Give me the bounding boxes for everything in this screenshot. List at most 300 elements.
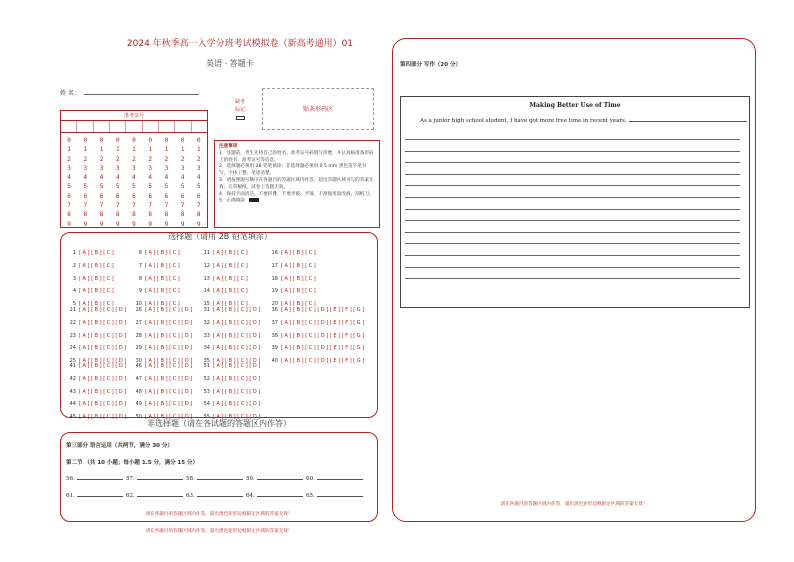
answer-options[interactable]: [ A ] [ B ] [ C ] xyxy=(79,288,114,295)
answer-options[interactable]: [ A ] [ B ] [ C ] xyxy=(79,262,114,269)
question-number: 32 xyxy=(203,319,210,326)
choice-question[interactable] xyxy=(132,307,192,313)
question-number: 46 xyxy=(135,363,142,369)
writing-line[interactable] xyxy=(405,220,740,221)
choice-question[interactable] xyxy=(66,363,126,369)
answer-options[interactable]: [ A ] [ B ] [ C ] xyxy=(281,288,316,295)
fill-blank[interactable] xyxy=(66,493,123,499)
answer-options[interactable]: [ A ] [ B ] [ C ] [ D ] xyxy=(213,345,261,352)
answer-options[interactable]: [ A ] [ B ] [ C ] xyxy=(145,250,180,256)
answer-options[interactable]: [ A ] [ B ] [ C ] xyxy=(213,250,248,256)
bottom-warning: 请在各题目的答题区域内作答，超出黑色矩形边框限定区域的答案无效！ xyxy=(145,529,293,534)
answer-options[interactable]: [ A ] [ B ] [ C ] [ D ] [ E ] [ F ] [ G ] xyxy=(281,307,365,313)
question-number: 48 xyxy=(135,388,142,395)
exam-id-bubble[interactable]: 3 xyxy=(197,164,201,172)
exam-id-bubble[interactable]: 5 xyxy=(180,183,185,191)
choice-question[interactable] xyxy=(66,345,126,351)
exam-id-bubble[interactable]: 5 xyxy=(99,183,104,191)
exam-id-bubble[interactable]: 4 xyxy=(67,174,71,182)
page-subtitle: 英语 · 答题卡 xyxy=(206,59,254,68)
writing-line[interactable] xyxy=(405,267,740,268)
choice-question[interactable] xyxy=(268,358,364,364)
exam-id-bubble[interactable]: 6 xyxy=(180,192,185,200)
right-area-warning: 请在各题目的答题区域内作答，超出黑色矩形边框限定区域的答案无效！ xyxy=(500,502,648,507)
question-number: 11 xyxy=(203,250,210,256)
question-number: 42 xyxy=(69,375,76,382)
exam-id-bubble[interactable]: 3 xyxy=(83,164,88,172)
exam-id-bubble[interactable]: 2 xyxy=(132,155,136,163)
answer-options[interactable]: [ A ] [ B ] [ C ] [ D ] xyxy=(145,332,193,339)
writing-line[interactable] xyxy=(405,162,740,163)
exam-id-bubble[interactable]: 9 xyxy=(99,220,104,228)
answer-options[interactable]: [ A ] [ B ] [ C ] xyxy=(281,250,316,256)
answer-options[interactable]: [ A ] [ B ] [ C ] [ D ] xyxy=(79,414,127,421)
exam-id-bubble[interactable]: 3 xyxy=(148,164,153,172)
answer-options[interactable]: [ A ] [ B ] [ C ] [ D ] xyxy=(79,401,127,408)
writing-box xyxy=(400,96,750,308)
question-number: 12 xyxy=(203,262,210,269)
question-number: 27 xyxy=(135,319,142,326)
exam-id-bubble[interactable]: 8 xyxy=(83,211,88,219)
exam-id-bubble[interactable]: 1 xyxy=(148,146,153,154)
choice-question[interactable] xyxy=(132,263,180,269)
answer-options[interactable]: [ A ] [ B ] [ C ] [ D ] xyxy=(145,401,193,408)
name-field-row xyxy=(60,88,199,97)
question-number: 35 xyxy=(203,358,210,365)
exam-id-bubble[interactable]: 1 xyxy=(164,146,169,154)
choice-question[interactable] xyxy=(200,376,260,382)
question-number: 29 xyxy=(135,345,142,352)
answer-options[interactable]: [ A ] [ B ] [ C ] xyxy=(281,275,316,282)
choice-question[interactable] xyxy=(132,345,192,351)
exam-id-bubble[interactable]: 4 xyxy=(132,174,136,182)
exam-id-bubble[interactable]: 4 xyxy=(164,174,169,182)
exam-id-bubble[interactable]: 7 xyxy=(197,202,201,210)
exam-id-bubble[interactable]: 4 xyxy=(83,174,88,182)
answer-options[interactable]: [ A ] [ B ] [ C ] xyxy=(213,301,248,308)
blank-number: 62. xyxy=(126,493,135,499)
answer-options[interactable]: [ A ] [ B ] [ C ] [ D ] [ E ] [ F ] [ G ] xyxy=(281,345,365,352)
exam-id-box xyxy=(60,110,208,228)
answer-options[interactable]: [ A ] [ B ] [ C ] [ D ] xyxy=(145,307,193,313)
answer-options[interactable]: [ A ] [ B ] [ C ] [ D ] xyxy=(145,388,193,395)
exam-id-column[interactable] xyxy=(142,136,158,229)
writing-line[interactable] xyxy=(405,232,740,233)
answer-options[interactable]: [ A ] [ B ] [ C ] [ D ] [ E ] [ F ] [ G ] xyxy=(281,332,365,339)
part3-heading: 第三部分 语言运用（共两节，满分 30 分） xyxy=(66,443,173,449)
answer-options[interactable]: [ A ] [ B ] [ C ] xyxy=(145,275,180,282)
question-number: 15 xyxy=(203,301,210,308)
writing-line[interactable] xyxy=(405,278,740,279)
exam-id-bubble[interactable]: 1 xyxy=(83,146,88,154)
answer-options[interactable]: [ A ] [ B ] [ C ] [ D ] xyxy=(79,358,127,365)
answer-options[interactable]: [ A ] [ B ] [ C ] [ D ] xyxy=(145,363,193,369)
answer-options[interactable]: [ A ] [ B ] [ C ] xyxy=(281,301,316,308)
fill-blank[interactable] xyxy=(246,493,303,499)
exam-id-bubble[interactable]: 7 xyxy=(132,202,136,210)
choice-question[interactable] xyxy=(200,263,248,269)
notes-heading: 注意事项 xyxy=(219,144,238,149)
choice-question[interactable] xyxy=(66,250,114,256)
exam-id-bubble[interactable]: 9 xyxy=(164,220,169,228)
answer-options[interactable]: [ A ] [ B ] [ C ] xyxy=(79,275,114,282)
exam-id-bubble[interactable]: 4 xyxy=(99,174,104,182)
answer-options[interactable]: [ A ] [ B ] [ C ] [ D ] xyxy=(213,414,261,421)
answer-options[interactable]: [ A ] [ B ] [ C ] [ D ] xyxy=(79,363,127,369)
choice-question[interactable] xyxy=(66,376,126,382)
blank-number: 63. xyxy=(186,493,195,499)
fill-blank[interactable] xyxy=(186,476,243,482)
answer-options[interactable]: [ A ] [ B ] [ C ] [ D ] xyxy=(213,401,261,408)
blank-line[interactable] xyxy=(257,479,303,480)
answer-options[interactable]: [ A ] [ B ] [ C ] [ D ] xyxy=(79,307,127,313)
answer-options[interactable]: [ A ] [ B ] [ C ] [ D ] xyxy=(213,358,261,365)
choice-question[interactable] xyxy=(132,250,180,256)
answer-options[interactable]: [ A ] [ B ] [ C ] [ D ] xyxy=(145,414,193,421)
exam-id-bubble[interactable]: 8 xyxy=(99,211,104,219)
fill-blank[interactable] xyxy=(306,476,363,482)
choice-question[interactable] xyxy=(200,320,260,326)
question-number: 23 xyxy=(69,332,76,339)
exam-id-bubble[interactable]: 7 xyxy=(180,202,185,210)
exam-id-column[interactable] xyxy=(158,136,174,229)
writing-line[interactable] xyxy=(405,209,740,210)
choice-question[interactable] xyxy=(132,376,192,382)
choice-question[interactable] xyxy=(132,389,192,395)
choice-question[interactable] xyxy=(132,333,192,339)
choice-question[interactable] xyxy=(66,288,114,294)
exam-id-bubble[interactable]: 0 xyxy=(180,137,185,144)
blank-line[interactable] xyxy=(197,496,243,497)
exam-id-bubble[interactable]: 9 xyxy=(148,220,153,228)
exam-id-bubble[interactable]: 2 xyxy=(115,155,120,163)
exam-id-bubble[interactable]: 8 xyxy=(180,211,185,219)
essay-start-line[interactable] xyxy=(629,121,747,122)
exam-id-bubble[interactable]: 4 xyxy=(148,174,153,182)
exam-id-bubble[interactable]: 6 xyxy=(148,192,153,200)
fill-blank[interactable] xyxy=(66,476,123,482)
exam-id-bubble[interactable]: 7 xyxy=(67,202,71,210)
answer-options[interactable]: [ A ] [ B ] [ C ] [ D ] xyxy=(213,332,261,339)
answer-options[interactable]: [ A ] [ B ] [ C ] [ D ] xyxy=(145,345,193,352)
exam-id-column[interactable] xyxy=(191,136,207,229)
name-input-line[interactable] xyxy=(84,94,199,95)
question-number: 31 xyxy=(203,307,210,313)
exam-id-bubble[interactable]: 3 xyxy=(67,164,71,172)
answer-options[interactable]: [ A ] [ B ] [ C ] xyxy=(145,301,180,308)
choice-question[interactable] xyxy=(66,263,114,269)
exam-id-bubble[interactable]: 9 xyxy=(197,220,201,228)
choice-question[interactable] xyxy=(200,288,248,294)
answer-options[interactable]: [ A ] [ B ] [ C ] [ D ] xyxy=(79,332,127,339)
blank-line[interactable] xyxy=(77,479,123,480)
exam-id-bubble[interactable]: 3 xyxy=(132,164,136,172)
exam-id-bubble[interactable]: 6 xyxy=(115,192,120,200)
answer-options[interactable]: [ A ] [ B ] [ C ] [ D ] xyxy=(145,358,193,365)
choice-question[interactable] xyxy=(268,345,364,351)
nonchoice-section-title: 非选择题（请在各试题的答题区内作答） xyxy=(147,419,291,428)
exam-id-bubble[interactable]: 0 xyxy=(67,137,71,144)
exam-id-column[interactable] xyxy=(126,136,142,229)
exam-id-bubble[interactable]: 9 xyxy=(83,220,88,228)
absent-mark[interactable] xyxy=(228,98,252,120)
question-number: 20 xyxy=(271,301,278,308)
answer-options[interactable]: [ A ] [ B ] [ C ] xyxy=(281,262,316,269)
answer-options[interactable]: [ A ] [ B ] [ C ] xyxy=(145,288,180,295)
question-number: 5 xyxy=(72,301,76,308)
answer-options[interactable]: [ A ] [ B ] [ C ] [ D ] [ E ] [ F ] [ G ] xyxy=(281,358,365,365)
writing-line[interactable] xyxy=(405,243,740,244)
choice-question[interactable] xyxy=(200,276,248,282)
question-number: 49 xyxy=(135,401,142,408)
choice-question[interactable] xyxy=(268,263,316,269)
exam-id-column[interactable] xyxy=(77,136,93,229)
answer-options[interactable]: [ A ] [ B ] [ C ] [ D ] xyxy=(79,388,127,395)
absent-checkbox[interactable] xyxy=(236,116,245,120)
choice-question[interactable] xyxy=(132,288,180,294)
blank-line[interactable] xyxy=(317,479,363,480)
choice-question[interactable] xyxy=(200,363,260,369)
left-area-warning: 请在各题目的答题区域内作答，超出黑色矩形边框限定区域的答案无效！ xyxy=(145,512,293,517)
choice-question[interactable] xyxy=(66,401,126,407)
answer-options[interactable]: [ A ] [ B ] [ C ] xyxy=(79,301,114,308)
choice-question[interactable] xyxy=(268,333,364,339)
choice-question[interactable] xyxy=(268,288,316,294)
exam-id-bubble[interactable]: 0 xyxy=(99,137,104,144)
exam-id-bubble[interactable]: 8 xyxy=(132,211,136,219)
exam-id-bubble[interactable]: 6 xyxy=(83,192,88,200)
exam-id-column[interactable] xyxy=(110,136,126,229)
exam-id-bubble[interactable]: 5 xyxy=(197,183,201,191)
answer-options[interactable]: [ A ] [ B ] [ C ] [ D ] xyxy=(213,363,261,369)
answer-options[interactable]: [ A ] [ B ] [ C ] [ D ] xyxy=(213,319,261,326)
exam-id-bubble[interactable]: 5 xyxy=(83,183,88,191)
answer-options[interactable]: [ A ] [ B ] [ C ] [ D ] xyxy=(213,307,261,313)
exam-id-bubble[interactable]: 1 xyxy=(115,146,120,154)
blank-line[interactable] xyxy=(317,496,363,497)
exam-id-bubble[interactable]: 0 xyxy=(148,137,153,144)
blank-line[interactable] xyxy=(137,479,183,480)
writing-line[interactable] xyxy=(405,151,740,152)
exam-id-bubble[interactable]: 7 xyxy=(115,202,120,210)
exam-id-bubble[interactable]: 2 xyxy=(197,155,201,163)
exam-id-bubble[interactable]: 2 xyxy=(148,155,153,163)
exam-id-column[interactable] xyxy=(61,136,77,229)
exam-id-bubble[interactable]: 6 xyxy=(164,192,169,200)
exam-id-bubble[interactable]: 9 xyxy=(180,220,185,228)
choice-question[interactable] xyxy=(268,307,364,313)
answer-options[interactable]: [ A ] [ B ] [ C ] [ D ] xyxy=(213,388,261,395)
exam-id-column[interactable] xyxy=(93,136,109,229)
blank-line[interactable] xyxy=(77,496,123,497)
exam-id-bubble[interactable]: 5 xyxy=(115,183,120,191)
exam-id-bubble[interactable]: 0 xyxy=(164,137,169,144)
exam-id-bubble[interactable]: 3 xyxy=(115,164,120,172)
exam-id-bubble[interactable]: 0 xyxy=(115,137,120,144)
answer-options[interactable]: [ A ] [ B ] [ C ] xyxy=(213,262,248,269)
exam-id-bubble[interactable]: 1 xyxy=(180,146,185,154)
exam-id-column[interactable] xyxy=(175,136,191,229)
blank-line[interactable] xyxy=(197,479,243,480)
answer-options[interactable]: [ A ] [ B ] [ C ] [ D ] xyxy=(145,375,193,382)
exam-id-bubble[interactable]: 0 xyxy=(83,137,88,144)
answer-options[interactable]: [ A ] [ B ] [ C ] [ D ] [ E ] [ F ] [ G ] xyxy=(281,319,365,326)
choice-question[interactable] xyxy=(66,333,126,339)
notes-item-4: 4．保持卡面清洁，不要折叠、不要弄破、弄皱，不准使用涂改液、刮纸刀。 xyxy=(219,191,374,197)
choice-question[interactable] xyxy=(200,333,260,339)
exam-id-bubble[interactable]: 8 xyxy=(67,211,71,219)
blank-line[interactable] xyxy=(257,496,303,497)
question-number: 25 xyxy=(69,358,76,365)
exam-id-bubble[interactable]: 4 xyxy=(180,174,185,182)
exam-id-bubble[interactable]: 1 xyxy=(99,146,104,154)
exam-id-bubble[interactable]: 5 xyxy=(132,183,136,191)
exam-id-bubble[interactable]: 6 xyxy=(197,192,201,200)
exam-id-bubble[interactable]: 8 xyxy=(164,211,169,219)
fill-blank[interactable] xyxy=(246,476,303,482)
blank-number: 65. xyxy=(306,493,315,499)
choice-question[interactable] xyxy=(66,307,126,313)
question-number: 38 xyxy=(271,332,278,339)
writing-line[interactable] xyxy=(405,174,740,175)
exam-id-bubble[interactable]: 8 xyxy=(148,211,153,219)
blank-number: 64. xyxy=(246,493,255,499)
answer-options[interactable]: [ A ] [ B ] [ C ] xyxy=(79,250,114,256)
exam-id-bubble[interactable]: 6 xyxy=(67,192,71,200)
exam-id-bubble[interactable]: 8 xyxy=(115,211,120,219)
exam-id-bubble[interactable]: 1 xyxy=(132,146,136,154)
exam-id-bubble[interactable]: 9 xyxy=(132,220,136,228)
answer-options[interactable]: [ A ] [ B ] [ C ] xyxy=(213,275,248,282)
notes-item-5-row xyxy=(219,198,375,205)
question-number: 51 xyxy=(203,363,210,369)
exam-id-bubble-grid[interactable] xyxy=(61,133,207,229)
blank-number: 57. xyxy=(126,476,135,482)
choice-question[interactable] xyxy=(132,363,192,369)
answer-options[interactable]: [ A ] [ B ] [ C ] xyxy=(145,262,180,269)
fill-blank[interactable] xyxy=(306,493,363,499)
question-number: 39 xyxy=(271,345,278,352)
question-number: 47 xyxy=(135,375,142,382)
writing-line[interactable] xyxy=(405,185,740,186)
exam-id-bubble[interactable]: 9 xyxy=(115,220,120,228)
question-number: 55 xyxy=(203,414,210,421)
choice-question[interactable] xyxy=(200,401,260,407)
choice-question[interactable] xyxy=(200,250,248,256)
exam-id-write-cells[interactable] xyxy=(61,121,207,133)
choice-question[interactable] xyxy=(268,276,316,282)
question-number: 50 xyxy=(135,414,142,421)
exam-id-bubble[interactable]: 7 xyxy=(83,202,88,210)
exam-id-bubble[interactable]: 6 xyxy=(132,192,136,200)
question-number: 18 xyxy=(271,275,278,282)
choice-question[interactable] xyxy=(66,320,126,326)
fill-blank[interactable] xyxy=(126,493,183,499)
blank-number: 59. xyxy=(246,476,255,482)
answer-options[interactable]: [ A ] [ B ] [ C ] [ D ] xyxy=(145,319,193,326)
choice-question[interactable] xyxy=(66,276,114,282)
section2-heading: 第二节 （共 10 小题；每小题 1.5 分，满分 15 分） xyxy=(66,460,198,466)
notes-box xyxy=(214,140,380,228)
filled-bubble-example-icon xyxy=(249,198,259,202)
fill-blank[interactable] xyxy=(186,493,243,499)
answer-options[interactable]: [ A ] [ B ] [ C ] xyxy=(213,288,248,295)
exam-id-bubble[interactable]: 3 xyxy=(164,164,169,172)
exam-id-bubble[interactable]: 2 xyxy=(67,155,71,163)
blank-number: 60. xyxy=(306,476,315,482)
question-number: 16 xyxy=(271,250,278,256)
choice-question[interactable] xyxy=(66,389,126,395)
name-label: 姓 名： xyxy=(60,90,80,97)
exam-id-bubble[interactable]: 9 xyxy=(67,220,71,228)
question-number: 3 xyxy=(72,275,76,282)
question-number: 19 xyxy=(271,288,278,295)
exam-id-bubble[interactable]: 1 xyxy=(67,146,71,154)
exam-id-bubble[interactable]: 5 xyxy=(164,183,169,191)
question-number: 45 xyxy=(69,414,76,421)
exam-id-bubble[interactable]: 6 xyxy=(99,192,104,200)
exam-id-bubble[interactable]: 2 xyxy=(180,155,185,163)
exam-id-bubble[interactable]: 2 xyxy=(83,155,88,163)
question-number: 14 xyxy=(203,288,210,295)
exam-id-bubble[interactable]: 3 xyxy=(180,164,185,172)
exam-id-bubble[interactable]: 2 xyxy=(164,155,169,163)
answer-options[interactable]: [ A ] [ B ] [ C ] [ D ] xyxy=(213,375,261,382)
question-number: 8 xyxy=(138,275,142,282)
exam-id-bubble[interactable]: 7 xyxy=(148,202,153,210)
question-number: 7 xyxy=(138,262,142,269)
question-number: 54 xyxy=(203,401,210,408)
exam-id-bubble[interactable]: 3 xyxy=(99,164,104,172)
question-number: 41 xyxy=(69,363,76,369)
notes-item-3: 3．请按照题号顺序在各题目的答题区域内作答，超出答题区域书写的答案无效；在草稿纸、试卷上答题无效。 xyxy=(219,177,374,190)
answer-options[interactable]: [ A ] [ B ] [ C ] [ D ] xyxy=(79,375,127,382)
blank-line[interactable] xyxy=(137,496,183,497)
choice-question[interactable] xyxy=(132,320,192,326)
choice-question[interactable] xyxy=(132,276,180,282)
choice-question[interactable] xyxy=(132,401,192,407)
choice-question[interactable] xyxy=(200,389,260,395)
exam-id-bubble[interactable]: 4 xyxy=(115,174,120,182)
exam-id-bubble[interactable]: 7 xyxy=(99,202,104,210)
choice-question[interactable] xyxy=(268,320,364,326)
exam-id-bubble[interactable]: 0 xyxy=(197,137,201,144)
question-number: 10 xyxy=(135,301,142,308)
question-number: 26 xyxy=(135,307,142,313)
exam-id-bubble[interactable]: 0 xyxy=(132,137,136,144)
exam-id-bubble[interactable]: 4 xyxy=(197,174,201,182)
fill-blank[interactable] xyxy=(126,476,183,482)
exam-id-bubble[interactable]: 2 xyxy=(99,155,104,163)
question-number: 52 xyxy=(203,375,210,382)
writing-line[interactable] xyxy=(405,197,740,198)
choice-question[interactable] xyxy=(268,250,316,256)
exam-id-bubble[interactable]: 8 xyxy=(197,211,201,219)
question-number: 1 xyxy=(72,250,76,256)
writing-line[interactable] xyxy=(405,139,740,140)
exam-id-bubble[interactable]: 5 xyxy=(148,183,153,191)
absent-label-1: 缺考 xyxy=(234,99,245,105)
answer-options[interactable]: [ A ] [ B ] [ C ] [ D ] xyxy=(79,319,127,326)
question-number: 53 xyxy=(203,388,210,395)
answer-options[interactable]: [ A ] [ B ] [ C ] [ D ] xyxy=(79,345,127,352)
exam-id-bubble[interactable]: 1 xyxy=(197,146,201,154)
exam-id-bubble[interactable]: 7 xyxy=(164,202,169,210)
writing-line[interactable] xyxy=(405,255,740,256)
exam-id-bubble[interactable]: 5 xyxy=(67,183,71,191)
choice-question[interactable] xyxy=(200,345,260,351)
choice-question[interactable] xyxy=(200,307,260,313)
